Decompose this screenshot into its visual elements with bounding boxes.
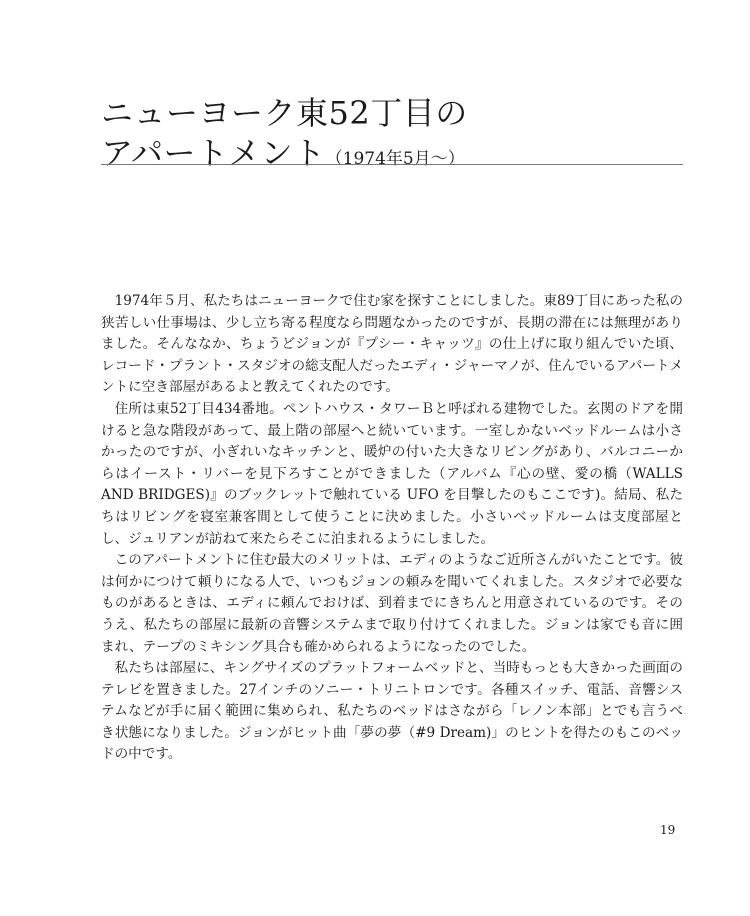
paragraph: 私たちは部屋に、キングサイズのプラットフォームベッドと、当時もっとも大きかった画面のテレビを置きました。27インチのソニー・トリニトロンです。各種スイッチ、電話、音響システムなどが手に届く範囲に集められ、私たちのベッドはさながら「レノン本部」とでも言うべき状態になりました。ジョンがヒット曲「夢の夢（#9 Dream)」のヒントを得たのもこのベッドの中です。 [101, 660, 683, 763]
paragraph: 1974年５月、私たちはニューヨークで住む家を探すことにしました。東89丁目にあった私の狭苦しい仕事場は、少し立ち寄る程度なら問題なかったのですが、長期の滞在には無理がありました。そんななか、ちょうどジョンが『プシー・キャッツ』の仕上げに取り組んでいた頃、レコード・プラント・スタジオの総支配人だったエディ・ジャーマノが、住んでいるアパートメントに空き部屋があるよと教えてくれたのです。 [101, 293, 683, 396]
chapter-title-main: アパートメント [101, 134, 326, 172]
body-text [101, 291, 683, 766]
page-number: 19 [660, 823, 676, 837]
paragraph: このアパートメントに住む最大のメリットは、エディのようなご近所さんがいたことです。彼は何かにつけて頼りになる人で、いつもジョンの頼みを聞いてくれました。スタジオで必要なものがあるときは、エディに頼んでおけば、到着までにきちんと用意されているのです。そのうえ、私たちの部屋に最新の音響システムまで取り付けてくれました。ジョンは家でも音に囲まれ、テープのミキシング具合も確かめられるようになったのでした。 [101, 552, 683, 655]
chapter-title [101, 93, 681, 179]
title-divider [101, 164, 683, 165]
paragraph: 住所は東52丁目434番地。ペントハウス・タワーＢと呼ばれる建物でした。玄関のドアを開けると急な階段があって、最上階の部屋へと続いています。一室しかないベッドルームは小さかったのですが、小ぎれいなキッチンと、暖炉の付いた大きなリビングがあり、バルコニーからはイースト・リバーを見下ろすことができました（アルバム『心の壁、愛の橋（WALLS AND BRIDGES)』のブックレットで触れている UFO を目撃したのもここです)。結局、私たちはリビングを寝室兼客間として使うことに決めました。小さいベッドルームは支度部屋とし、ジュリアンが訪ねて来たらそこに泊まれるようにしました。 [101, 400, 683, 547]
chapter-title-line1: ニューヨーク東52丁目の [101, 94, 468, 132]
chapter-title-date: （1974年5月〜） [325, 149, 465, 169]
chapter-title-line2 [101, 133, 681, 179]
